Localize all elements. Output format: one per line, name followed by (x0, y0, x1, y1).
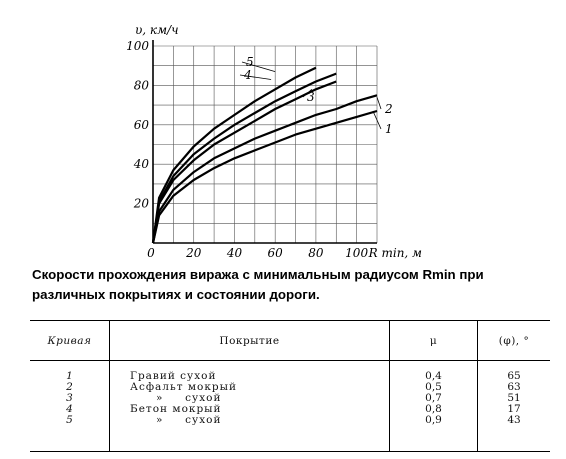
header-phi: (φ), ° (478, 321, 551, 361)
series-label-4: 4 (244, 68, 252, 82)
phi-list: 65 63 51 17 43 (507, 370, 521, 426)
y-tick-label: 20 (133, 196, 149, 211)
origin-label: 0 (147, 246, 155, 260)
x-tick-label: 80 (308, 246, 324, 260)
y-tick-label: 80 (133, 78, 149, 93)
y-tick-label: 100 (126, 39, 149, 53)
data-table (30, 320, 550, 452)
leader-line-2 (377, 97, 381, 109)
x-tick-label: 100 (345, 246, 369, 260)
covering-list: Гравий сухой Асфальт мокрый » сухой Бетон мокрый » сухой (130, 370, 237, 426)
series-label-1: 1 (385, 122, 393, 136)
x-tick-label: 40 (226, 246, 243, 260)
y-axis-label: υ, км/ч (135, 23, 179, 37)
header-mu: μ (390, 321, 478, 361)
table-row (30, 361, 550, 452)
x-axis-label: R min, м (368, 246, 423, 260)
coverage-table (30, 320, 550, 452)
curve-numbers: 1 2 3 4 5 (66, 370, 73, 426)
y-tick-label: 60 (133, 117, 149, 132)
series-label-5: 5 (246, 55, 254, 69)
table-header-row (30, 321, 550, 361)
series-label-3: 3 (307, 90, 315, 104)
header-covering: Покрытие (110, 321, 390, 361)
caption: Скорости прохождения виража с минимальным радиусом Rmin при различных покрытиях и состоянии дороги. (32, 267, 484, 302)
x-tick-label: 20 (186, 246, 202, 260)
mu-list: 0,4 0,5 0,7 0,8 0,9 (425, 370, 442, 426)
series-label-2: 2 (385, 102, 393, 116)
y-tick-label: 40 (133, 157, 149, 172)
series-line-2 (153, 95, 377, 243)
x-tick-label: 60 (267, 246, 283, 260)
header-curve: Кривая (30, 321, 110, 361)
